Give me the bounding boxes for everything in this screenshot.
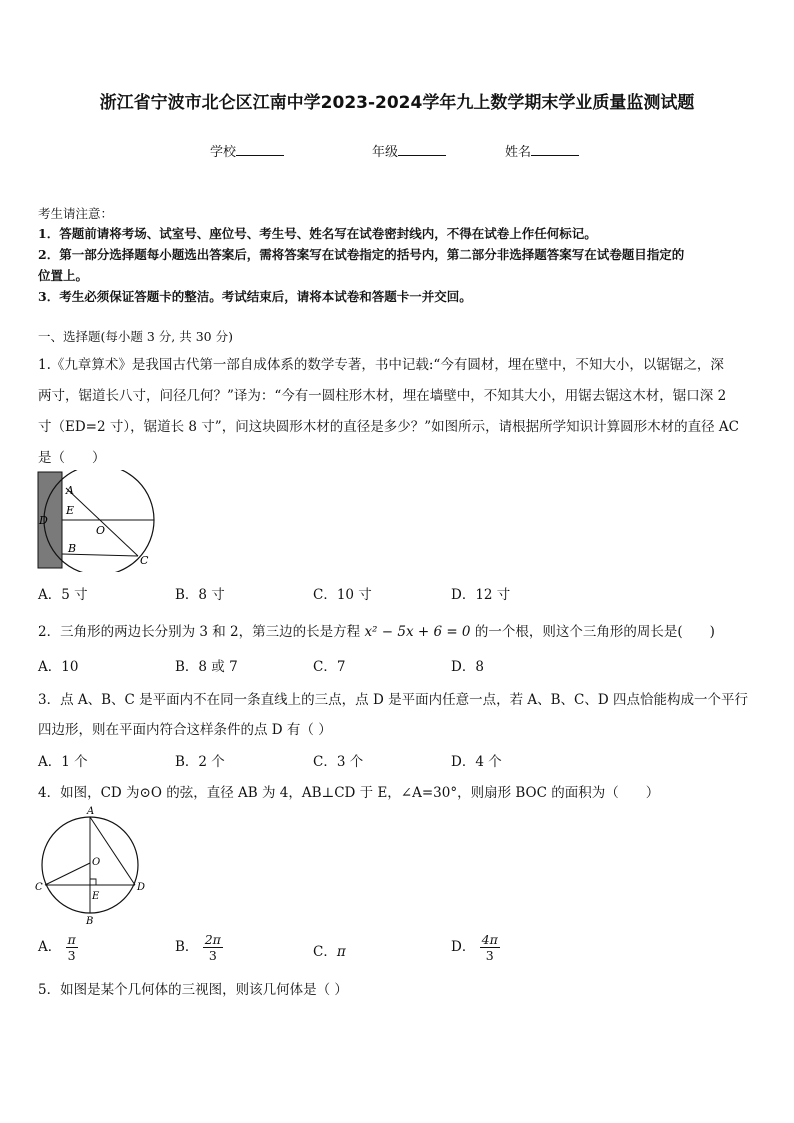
q2-text-after: 的一个根，则这个三角形的周长是( ) <box>470 624 715 640</box>
q2-option-b[interactable]: B．8 或 7 <box>175 659 238 675</box>
name-field[interactable] <box>505 141 579 160</box>
q3-line-2: 四边形，则在平面内符合这样条件的点 D 有（ ） <box>38 722 332 738</box>
section-heading: 一、选择题(每小题 3 分, 共 30 分) <box>38 329 233 344</box>
q4-label-c: C <box>35 882 43 893</box>
notice-item-1: 1．答题前请将考场、试室号、座位号、考生号、姓名写在试卷密封线内，不得在试卷上作任何标记。 <box>38 226 597 241</box>
q4-label-a: A <box>87 806 95 817</box>
q4-right-angle <box>90 879 96 885</box>
page-title: 浙江省宁波市北仑区江南中学2023-2024学年九上数学期末学业质量监测试题 <box>99 93 695 113</box>
q4-option-b-fraction <box>203 932 223 963</box>
q4-option-b-num: 2π <box>204 932 221 947</box>
q4-option-a-letter: A． <box>38 939 62 955</box>
q5-text: 5．如图是某个几何体的三视图，则该几何体是（ ） <box>38 982 348 998</box>
q1-label-c: C <box>140 554 149 567</box>
q1-option-b[interactable]: B．8 寸 <box>175 587 225 603</box>
q1-option-a[interactable]: A．5 寸 <box>38 587 88 603</box>
q4-label-b: B <box>86 916 94 927</box>
q4-option-d-den: 3 <box>485 948 494 963</box>
q2-option-d[interactable]: D．8 <box>451 659 484 675</box>
q4-option-c-letter: C． <box>313 944 337 960</box>
q2-option-c[interactable]: C．7 <box>313 659 346 675</box>
q1-label-d: D <box>39 514 48 527</box>
q4-option-b-letter: B． <box>175 939 199 955</box>
school-field[interactable] <box>210 141 284 160</box>
q3-option-a[interactable]: A．1 个 <box>38 754 88 770</box>
q4-figure <box>34 805 149 927</box>
grade-label: 年级 <box>372 145 399 160</box>
q4-option-a-den: 3 <box>67 948 76 963</box>
q4-option-d-fraction <box>480 932 500 963</box>
q2-text <box>38 620 715 640</box>
q4-option-d-letter: D． <box>451 939 476 955</box>
q1-ac-line <box>66 488 138 556</box>
q3-option-d[interactable]: D．4 个 <box>451 754 502 770</box>
q1-line-4: 是（ ） <box>38 450 106 466</box>
q3-option-c[interactable]: C．3 个 <box>313 754 364 770</box>
q1-line-3: 寸（ED=2 寸），锯道长 8 寸”，问这块圆形木材的直径是多少？”如图所示，请根据所学知识计算圆形木材的直径 AC <box>38 419 739 435</box>
q1-label-o: O <box>96 524 106 537</box>
q4-option-c[interactable] <box>313 940 346 960</box>
grade-field[interactable] <box>372 141 446 160</box>
q4-option-c-value: π <box>336 944 346 960</box>
q2-equation: x² − 5x + 6 = 0 <box>364 624 471 640</box>
q1-figure <box>36 470 158 572</box>
q1-option-d[interactable]: D．12 寸 <box>451 587 511 603</box>
name-blank[interactable] <box>531 143 579 156</box>
notice-item-3: 3．考生必须保证答题卡的整洁。考试结束后，请将本试卷和答题卡一并交回。 <box>38 289 472 304</box>
q1-option-c[interactable]: C．10 寸 <box>313 587 372 603</box>
q2-text-before: 2．三角形的两边长分别为 3 和 2，第三边的长是方程 <box>38 624 365 640</box>
school-blank[interactable] <box>236 143 284 156</box>
q4-option-b[interactable] <box>175 932 223 963</box>
school-label: 学校 <box>210 145 237 160</box>
notice-item-2: 2．第一部分选择题每小题选出答案后，需将答案写在试卷指定的括号内，第二部分非选择题答案写在试卷题目指定的 <box>38 247 685 262</box>
q1-label-a: A <box>66 484 74 497</box>
notice-heading: 考生请注意： <box>38 206 114 221</box>
q1-line-2: 两寸，锯道长八寸，问径几何？”译为：“今有一圆柱形木材，埋在墙壁中，不知其大小，用锯去锯这木材，锯口深 2 <box>38 388 727 404</box>
q4-label-o: O <box>92 857 101 868</box>
q4-option-a-fraction <box>66 932 78 963</box>
q4-option-a[interactable] <box>38 932 78 963</box>
q4-text: 4．如图，CD 为⊙O 的弦，直径 AB 为 4，AB⊥CD 于 E，∠A=30°，则扇形 BOC 的面积为（ ） <box>38 785 660 801</box>
q2-option-a[interactable]: A．10 <box>38 659 79 675</box>
q4-option-d-num: 4π <box>481 932 498 947</box>
q3-line-1: 3．点 A、B、C 是平面内不在同一条直线上的三点，点 D 是平面内任意一点，若 A、B、C、D 四点恰能构成一个平行 <box>38 692 748 708</box>
q3-option-b[interactable]: B．2 个 <box>175 754 225 770</box>
q4-label-d: D <box>137 882 146 893</box>
notice-item-2-cont: 位置上。 <box>38 268 89 283</box>
q1-line-1: 1.《九章算术》是我国古代第一部自成体系的数学专著，书中记载:“今有圆材，埋在壁中，不知大小，以锯锯之，深 <box>38 357 724 373</box>
q4-label-e: E <box>92 891 100 902</box>
q4-option-d[interactable] <box>451 932 500 963</box>
name-label: 姓名 <box>505 145 532 160</box>
q4-line-co <box>45 863 90 885</box>
q4-line-ad <box>90 817 135 885</box>
q1-label-b: B <box>68 542 77 555</box>
q4-option-b-den: 3 <box>208 948 217 963</box>
grade-blank[interactable] <box>398 143 446 156</box>
q1-label-e: E <box>66 504 75 517</box>
q4-option-a-num: π <box>67 932 76 947</box>
